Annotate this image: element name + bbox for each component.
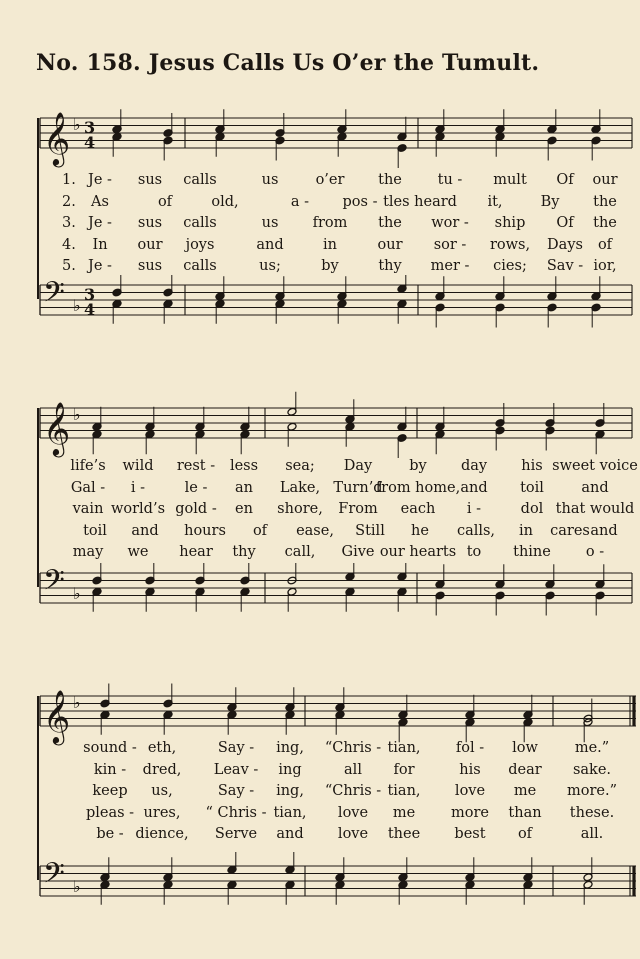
time-signature-bottom: 4 [84,300,96,319]
verse-line [0,480,640,502]
lyric-syllable: in [519,522,533,539]
lyric-syllable: sus [137,258,163,274]
lyric-syllable: Leav - [213,761,259,778]
lyric-syllable: a - [290,193,310,210]
lyric-syllable: the [593,193,617,210]
lyric-syllable: day [460,458,488,474]
lyric-syllable: call, [284,544,316,560]
lyric-syllable: for [393,761,415,778]
lyric-syllable: dred, [142,761,182,778]
verse-number: 4. [62,236,76,253]
system-brace-line [37,408,39,587]
lyric-syllable: calls, [456,522,496,539]
lyric-syllable: i - [466,501,482,517]
lyric-syllable: thy [232,544,256,560]
lyric-syllable: ing [278,761,302,778]
lyric-syllable: Still [355,522,385,539]
lyric-syllable: Je - [88,172,112,188]
hymn-number: No. 158. [36,50,141,76]
lyrics-block-1 [0,172,640,280]
lyric-syllable: by [321,258,339,274]
lyric-syllable: wild [122,458,154,474]
lyric-syllable: love [454,783,486,799]
lyric-syllable: and [581,479,609,496]
lyric-syllable: all. [580,826,604,842]
lyric-syllable: each [400,501,436,517]
lyric-syllable: tles heard [383,193,457,210]
lyric-syllable: the [378,215,402,231]
lyric-syllable: our [592,172,618,188]
lyric-syllable: hear [179,544,213,560]
flat-key-signature-icon: ♭ [73,877,81,896]
lyric-syllable: Lake, [279,479,321,496]
lyric-syllable: en [235,501,253,517]
lyric-syllable: me.” [574,740,610,756]
lyric-syllable: Serve [214,826,258,842]
lyric-syllable: of [252,522,268,539]
verse-line [0,783,640,805]
verse-line [0,740,640,762]
lyric-syllable: cares [550,522,590,539]
lyric-syllable: more [451,804,489,821]
lyric-syllable: and [460,479,488,496]
bass-staff-1 [0,275,640,345]
lyric-syllable: us [261,172,279,188]
lyric-syllable: i - [130,479,146,496]
lyric-syllable: ship [494,215,526,231]
lyric-syllable: Je - [88,215,112,231]
treble-clef-icon: 𝄞 [43,401,71,455]
lyric-syllable: sound - [83,740,137,756]
lyric-syllable: calls [183,172,217,188]
lyric-syllable: kin - [93,761,127,778]
lyric-syllable: wor - [431,215,469,231]
lyric-syllable: in [323,236,337,253]
lyric-syllable: an [235,479,253,496]
lyric-syllable: of [157,193,173,210]
verse-line [0,237,640,259]
lyric-syllable: ing, [276,740,304,756]
lyric-syllable: and [256,236,284,253]
lyric-syllable: be - [96,826,124,842]
lyric-syllable: by [409,458,427,474]
lyric-syllable: tian, [387,783,421,799]
lyric-syllable: life’s [70,458,106,474]
lyric-syllable: he [411,522,429,539]
lyric-syllable: more.” [566,783,618,799]
lyric-syllable: pleas - [85,804,135,821]
treble-staff-1 [0,100,640,180]
lyric-syllable: rest - [176,458,216,474]
verse-line [0,172,640,194]
lyric-syllable: all [344,761,362,778]
lyric-syllable: thy [378,258,402,274]
lyric-syllable: less [229,458,259,474]
lyric-syllable: sus [137,172,163,188]
lyric-syllable: calls [183,215,217,231]
lyric-syllable: Give [341,544,375,560]
lyric-syllable: than [508,804,542,821]
treble-clef-icon: 𝄞 [43,689,71,743]
verse-number: 3. [62,215,76,231]
lyric-syllable: ures, [143,804,181,821]
lyric-syllable: from home, [375,479,461,496]
lyric-syllable: ior, [593,258,617,274]
lyric-syllable: By [540,193,560,210]
lyric-syllable: sake. [572,761,612,778]
lyric-syllable: dear [508,761,542,778]
lyric-syllable: Sav - [546,258,584,274]
lyric-syllable: sweet voice [552,458,638,474]
verse-line [0,805,640,827]
hymn-title-line [36,50,616,76]
lyric-syllable: and [131,522,159,539]
lyric-syllable: hours [184,522,226,539]
flat-key-signature-icon: ♭ [73,405,81,424]
lyric-syllable: Of [556,215,574,231]
lyric-syllable: dol [520,501,544,517]
bass-clef-icon: 𝄢 [43,564,65,604]
lyric-syllable: us, [151,783,173,799]
lyric-syllable: vain [72,501,104,517]
lyrics-block-3 [0,740,640,848]
lyric-syllable: Of [556,172,574,188]
verse-line [0,458,640,480]
lyric-syllable: me [392,804,416,821]
lyric-syllable: may [72,544,104,560]
flat-key-signature-icon: ♭ [73,584,81,603]
lyric-syllable: “ Chris - [205,804,267,821]
lyric-syllable: our [137,236,163,253]
lyric-syllable: le - [184,479,208,496]
lyric-syllable: and [276,826,304,842]
lyric-syllable: toil [520,479,544,496]
lyric-syllable: from [312,215,348,231]
lyric-syllable: me [513,783,537,799]
lyric-syllable: eth, [147,740,177,756]
time-signature-top: 3 [84,285,96,304]
lyric-syllable: his [459,761,481,778]
lyric-syllable: love [337,804,369,821]
lyric-syllable: mult [493,172,527,188]
lyric-syllable: cies; [493,258,527,274]
lyric-syllable: world’s [110,501,166,517]
lyric-syllable: tu - [437,172,463,188]
lyric-syllable: to [466,544,482,560]
flat-key-signature-icon: ♭ [73,693,81,712]
lyric-syllable: Je - [88,258,112,274]
lyric-syllable: our hearts [379,544,457,560]
verse-number: 5. [62,258,76,274]
lyric-syllable: that would [555,501,635,517]
lyric-syllable: us [261,215,279,231]
treble-clef-icon: 𝄞 [43,111,71,165]
flat-key-signature-icon: ♭ [73,296,81,315]
lyric-syllable: thee [387,826,421,842]
lyric-syllable: tian, [273,804,307,821]
lyric-syllable: we [127,544,149,560]
verse-line [0,194,640,216]
lyric-syllable: Say - [217,783,255,799]
lyric-syllable: fol - [455,740,485,756]
lyric-syllable: best [454,826,486,842]
lyric-syllable: of [597,236,613,253]
lyric-syllable: Day [343,458,373,474]
lyric-syllable: “Chris - [324,783,382,799]
lyric-syllable: tian, [387,740,421,756]
lyric-syllable: toil [83,522,107,539]
bass-staff-3 [0,852,640,932]
lyric-syllable: calls [183,258,217,274]
lyric-syllable: mer - [430,258,470,274]
lyric-syllable: dience, [135,826,189,842]
verse-line [0,826,640,848]
lyric-syllable: gold - [175,501,217,517]
lyric-syllable: Days [547,236,583,253]
lyric-syllable: low [512,740,538,756]
lyric-syllable: ease, [296,522,334,539]
bass-staff-2 [0,563,640,633]
lyric-syllable: shore, [277,501,323,517]
lyric-syllable: Say - [217,740,255,756]
lyric-syllable: sus [137,215,163,231]
lyric-syllable: these. [569,804,615,821]
lyric-syllable: sea; [285,458,315,474]
time-signature-top: 3 [84,118,96,137]
verse-line [0,501,640,523]
lyric-syllable: the [593,215,617,231]
lyric-syllable: In [92,236,108,253]
lyric-syllable: o - [585,544,605,560]
flat-key-signature-icon: ♭ [73,115,81,134]
lyrics-block-2 [0,458,640,566]
bass-clef-icon: 𝄢 [43,857,65,897]
lyric-syllable: From [338,501,378,517]
system-brace-line [37,118,39,299]
system-brace-line [37,696,39,880]
bass-clef-icon: 𝄢 [43,276,65,316]
lyric-syllable: us; [259,258,281,274]
lyric-syllable: thine [513,544,551,560]
lyric-syllable: ing, [276,783,304,799]
lyric-syllable: Gal - [70,479,106,496]
lyric-syllable: Turn’d [333,479,383,496]
lyric-syllable: love [337,826,369,842]
verse-line [0,215,640,237]
lyric-syllable: and [590,522,618,539]
time-signature-bottom: 4 [84,133,96,152]
lyric-syllable: keep [92,783,128,799]
verse-number: 1. [62,172,76,188]
lyric-syllable: pos - [342,193,378,210]
lyric-syllable: of [517,826,533,842]
lyric-syllable: the [378,172,402,188]
verse-line [0,762,640,784]
lyric-syllable: o’er [315,172,345,188]
lyric-syllable: rows, [489,236,531,253]
hymn-title: Jesus Calls Us O’er the Tumult. [148,50,540,76]
lyric-syllable: our [377,236,403,253]
verse-line [0,523,640,545]
lyric-syllable: his [521,458,543,474]
lyric-syllable: “Chris - [324,740,382,756]
verse-number: 2. [62,193,76,210]
lyric-syllable: As [91,193,109,210]
lyric-syllable: old, [211,193,239,210]
lyric-syllable: sor - [433,236,467,253]
lyric-syllable: joys [185,236,215,253]
lyric-syllable: it, [487,193,503,210]
